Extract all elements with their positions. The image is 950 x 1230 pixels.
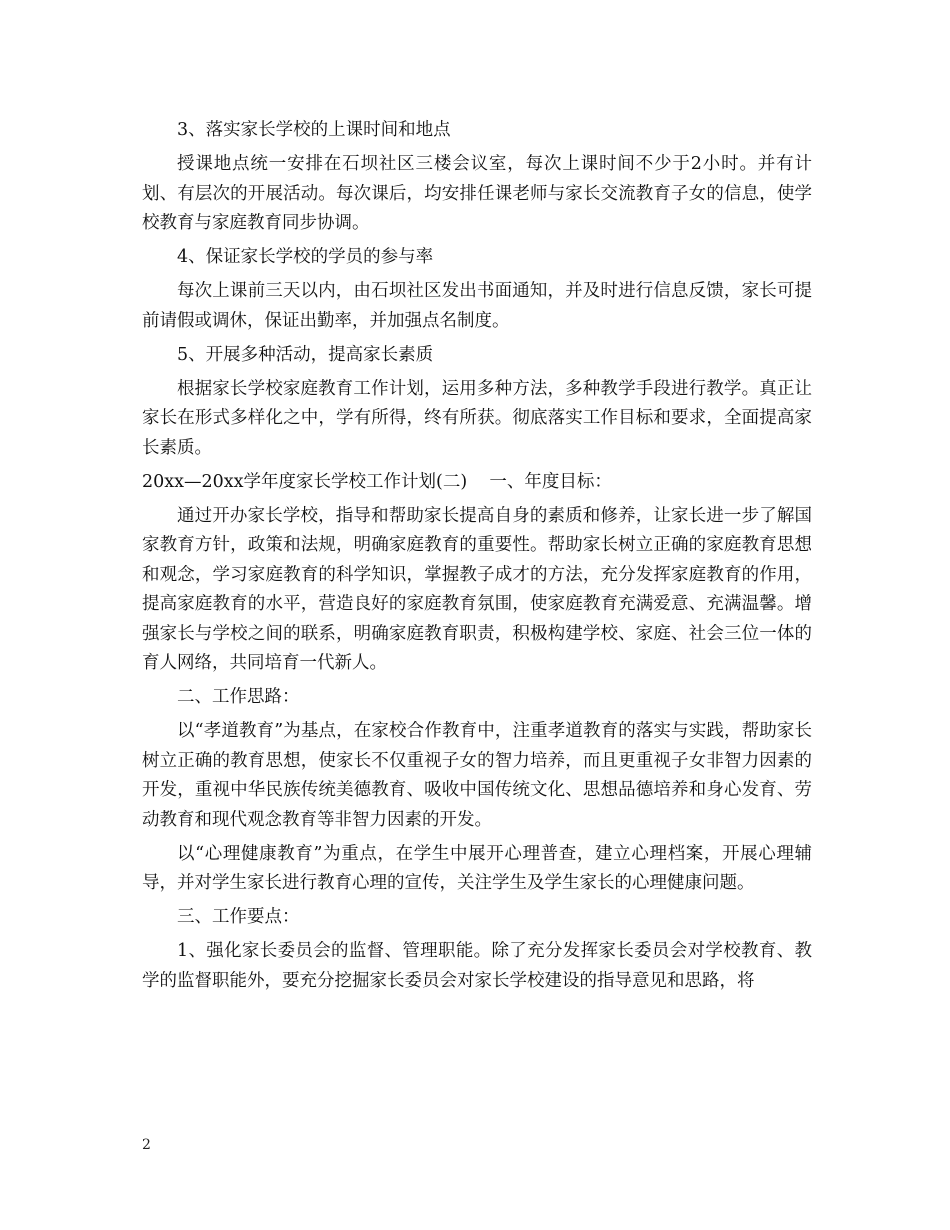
body-paragraph: 1、强化家长委员会的监督、管理职能。除了充分发挥家长委员会对学校教育、教学的监督职能外，要充分挖掘家长委员会对家长学校建设的指导意见和思路，将: [142, 941, 812, 991]
section-heading-3: 3、落实家长学校的上课时间和地点: [177, 120, 451, 140]
body-paragraph: 授课地点统一安排在石坝社区三楼会议室，每次上课时间不少于2小时。并有计划、有层次的开展活动。每次课后，均安排任课老师与家长交流教育子女的信息，使学校教育与家庭教育同步协调。: [142, 154, 812, 233]
plan-title-line: 20xx—20xx学年度家长学校工作计划(二) 一、年度目标：: [142, 471, 612, 492]
body-paragraph: 每次上课前三天以内，由石坝社区发出书面通知，并及时进行信息反馈，家长可提前请假或调休，保证出勤率，并加强点名制度。: [142, 281, 812, 331]
section-heading-4: 4、保证家长学校的学员的参与率: [177, 247, 434, 267]
section-heading-5: 5、开展多种活动，提高家长素质: [177, 344, 434, 365]
body-paragraph: 以“孝道教育”为基点，在家校合作教育中，注重孝道教育的落实与实践，帮助家长树立正确的教育思想，使家长不仅重视子女的智力培养，而且更重视子女非智力因素的开发，重视中华民族传统美德教育、吸收中国传统文化、思想品德培养和身心发育、劳动教育和现代观念教育等非智力因素的开发。: [142, 721, 812, 830]
body-paragraph: 根据家长学校家庭教育工作计划，运用多种方法，多种教学手段进行教学。真正让家长在形式多样化之中，学有所得，终有所获。彻底落实工作目标和要求，全面提高家长素质。: [142, 378, 812, 458]
document-body: [142, 116, 812, 1001]
page-number: 2: [142, 1137, 151, 1153]
section-heading-work-ideas: 二、工作思路：: [177, 687, 300, 707]
body-paragraph: 以“心理健康教育”为重点，在学生中展开心理普查，建立心理档案，开展心理辅导，并对学生家长进行教育心理的宣传，关注学生及学生家长的心理健康问题。: [142, 843, 812, 893]
section-heading-work-points: 三、工作要点：: [177, 907, 300, 927]
body-paragraph: 通过开办家长学校，指导和帮助家长提高自身的素质和修养，让家长进一步了解国家教育方针，政策和法规，明确家庭教育的重要性。帮助家长树立正确的家庭教育思想和观念，学习家庭教育的科学知识，掌握教子成才的方法，充分发挥家庭教育的作用，提高家庭教育的水平，营造良好的家庭教育氛围，使家庭教育充满爱意、充满温馨。增强家长与学校之间的联系，明确家庭教育职责，积极构建学校、家庭、社会三位一体的育人网络，共同培育一代新人。: [142, 505, 812, 673]
